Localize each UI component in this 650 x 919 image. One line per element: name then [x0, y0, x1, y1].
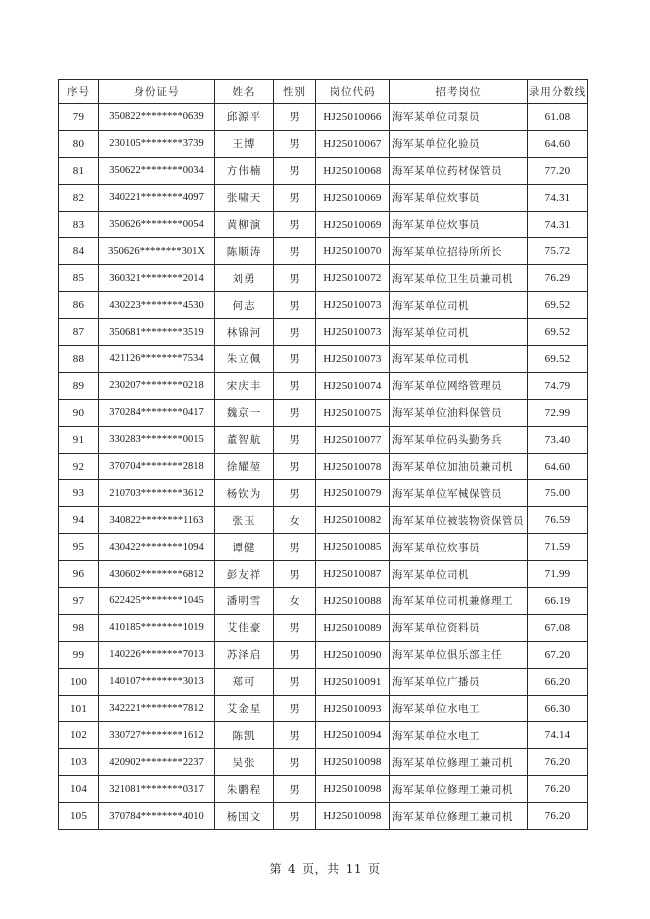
cell-position-code: HJ25010085: [316, 534, 390, 561]
cell-position-code: HJ25010067: [316, 130, 390, 157]
cell-score-line: 75.00: [528, 480, 588, 507]
cell-gender: 男: [274, 104, 316, 131]
cell-position-code: HJ25010073: [316, 346, 390, 373]
cell-position-code: HJ25010068: [316, 157, 390, 184]
cell-score-line: 67.08: [528, 614, 588, 641]
cell-score-line: 72.99: [528, 399, 588, 426]
cell-position-code: HJ25010074: [316, 372, 390, 399]
cell-gender: 男: [274, 211, 316, 238]
cell-name: 潘明雪: [215, 588, 274, 615]
cell-position: 海军某单位化验员: [390, 130, 528, 157]
cell-name: 张啸天: [215, 184, 274, 211]
cell-serial-number: 84: [59, 238, 99, 265]
table-row: [59, 426, 588, 453]
cell-gender: 男: [274, 803, 316, 830]
cell-name: 董智航: [215, 426, 274, 453]
cell-gender: 男: [274, 399, 316, 426]
cell-position: 海军某单位俱乐部主任: [390, 641, 528, 668]
cell-name: 陈顺涛: [215, 238, 274, 265]
cell-gender: 男: [274, 453, 316, 480]
cell-score-line: 61.08: [528, 104, 588, 131]
cell-position-code: HJ25010098: [316, 749, 390, 776]
cell-serial-number: 104: [59, 776, 99, 803]
cell-position-code: HJ25010075: [316, 399, 390, 426]
cell-gender: 男: [274, 265, 316, 292]
table-row: [59, 749, 588, 776]
cell-serial-number: 83: [59, 211, 99, 238]
cell-id-number: 230207********0218: [99, 372, 215, 399]
cell-name: 方伟楠: [215, 157, 274, 184]
cell-serial-number: 82: [59, 184, 99, 211]
cell-score-line: 67.20: [528, 641, 588, 668]
cell-position-code: HJ25010098: [316, 803, 390, 830]
cell-score-line: 64.60: [528, 130, 588, 157]
cell-serial-number: 94: [59, 507, 99, 534]
table-row: [59, 561, 588, 588]
cell-position: 海军某单位司泵员: [390, 104, 528, 131]
cell-name: 杨钦为: [215, 480, 274, 507]
cell-serial-number: 99: [59, 641, 99, 668]
cell-serial-number: 93: [59, 480, 99, 507]
cell-serial-number: 95: [59, 534, 99, 561]
header-position: 招考岗位: [390, 80, 528, 104]
cell-gender: 男: [274, 426, 316, 453]
cell-name: 宋庆丰: [215, 372, 274, 399]
cell-position-code: HJ25010087: [316, 561, 390, 588]
table-header-row: [59, 80, 588, 104]
cell-name: 林锦河: [215, 319, 274, 346]
header-name: 姓名: [215, 80, 274, 104]
cell-id-number: 330283********0015: [99, 426, 215, 453]
table-row: [59, 130, 588, 157]
table-row: [59, 534, 588, 561]
cell-position: 海军某单位网络管理员: [390, 372, 528, 399]
cell-position: 海军某单位码头勤务兵: [390, 426, 528, 453]
cell-position: 海军某单位广播员: [390, 668, 528, 695]
cell-score-line: 73.40: [528, 426, 588, 453]
cell-serial-number: 97: [59, 588, 99, 615]
cell-serial-number: 80: [59, 130, 99, 157]
cell-serial-number: 96: [59, 561, 99, 588]
page-indicator: [0, 860, 650, 877]
cell-serial-number: 103: [59, 749, 99, 776]
table-row: [59, 480, 588, 507]
cell-gender: 男: [274, 749, 316, 776]
table-row: [59, 184, 588, 211]
cell-position-code: HJ25010066: [316, 104, 390, 131]
cell-score-line: 64.60: [528, 453, 588, 480]
cell-score-line: 71.59: [528, 534, 588, 561]
cell-id-number: 350626********301X: [99, 238, 215, 265]
cell-position-code: HJ25010082: [316, 507, 390, 534]
page-suffix: 页: [367, 862, 381, 876]
cell-serial-number: 79: [59, 104, 99, 131]
cell-score-line: 74.79: [528, 372, 588, 399]
cell-id-number: 430422********1094: [99, 534, 215, 561]
table-row: [59, 453, 588, 480]
cell-score-line: 69.52: [528, 346, 588, 373]
cell-position-code: HJ25010094: [316, 722, 390, 749]
cell-position-code: HJ25010072: [316, 265, 390, 292]
cell-name: 吴张: [215, 749, 274, 776]
cell-position-code: HJ25010091: [316, 668, 390, 695]
cell-id-number: 360321********2014: [99, 265, 215, 292]
cell-serial-number: 100: [59, 668, 99, 695]
cell-id-number: 421126********7534: [99, 346, 215, 373]
table-row: [59, 372, 588, 399]
cell-gender: 男: [274, 561, 316, 588]
cell-name: 何志: [215, 292, 274, 319]
table-row: [59, 668, 588, 695]
cell-serial-number: 85: [59, 265, 99, 292]
cell-serial-number: 98: [59, 614, 99, 641]
cell-id-number: 430602********6812: [99, 561, 215, 588]
cell-id-number: 350681********3519: [99, 319, 215, 346]
cell-id-number: 370284********0417: [99, 399, 215, 426]
cell-gender: 男: [274, 238, 316, 265]
table-row: [59, 211, 588, 238]
cell-serial-number: 105: [59, 803, 99, 830]
cell-score-line: 77.20: [528, 157, 588, 184]
cell-name: 刘勇: [215, 265, 274, 292]
cell-serial-number: 91: [59, 426, 99, 453]
cell-id-number: 210703********3612: [99, 480, 215, 507]
cell-score-line: 71.99: [528, 561, 588, 588]
cell-id-number: 622425********1045: [99, 588, 215, 615]
table-row: [59, 614, 588, 641]
results-table-container: [58, 79, 587, 830]
total-pages: 11: [345, 862, 362, 876]
cell-id-number: 230105********3739: [99, 130, 215, 157]
cell-name: 郑可: [215, 668, 274, 695]
cell-id-number: 321081********0317: [99, 776, 215, 803]
cell-position: 海军某单位水电工: [390, 722, 528, 749]
cell-position-code: HJ25010088: [316, 588, 390, 615]
cell-id-number: 420902********2237: [99, 749, 215, 776]
cell-gender: 男: [274, 641, 316, 668]
page-prefix: 第: [269, 862, 283, 876]
cell-position-code: HJ25010098: [316, 776, 390, 803]
current-page: 4: [288, 862, 297, 876]
cell-position: 海军某单位油料保管员: [390, 399, 528, 426]
table-row: [59, 265, 588, 292]
table-row: [59, 588, 588, 615]
cell-gender: 男: [274, 668, 316, 695]
cell-id-number: 370704********2818: [99, 453, 215, 480]
cell-serial-number: 102: [59, 722, 99, 749]
cell-position: 海军某单位炊事员: [390, 211, 528, 238]
cell-score-line: 74.14: [528, 722, 588, 749]
cell-serial-number: 101: [59, 695, 99, 722]
table-row: [59, 157, 588, 184]
cell-id-number: 140107********3013: [99, 668, 215, 695]
cell-gender: 男: [274, 534, 316, 561]
cell-serial-number: 87: [59, 319, 99, 346]
cell-position: 海军某单位司机: [390, 319, 528, 346]
header-id-number: 身份证号: [99, 80, 215, 104]
cell-serial-number: 90: [59, 399, 99, 426]
cell-name: 朱立佩: [215, 346, 274, 373]
cell-id-number: 342221********7812: [99, 695, 215, 722]
table-row: [59, 722, 588, 749]
cell-score-line: 76.20: [528, 776, 588, 803]
cell-position-code: HJ25010070: [316, 238, 390, 265]
header-score-line: 录用分数线: [528, 80, 588, 104]
cell-id-number: 350822********0639: [99, 104, 215, 131]
cell-gender: 男: [274, 184, 316, 211]
cell-position-code: HJ25010069: [316, 184, 390, 211]
cell-gender: 女: [274, 588, 316, 615]
cell-position-code: HJ25010077: [316, 426, 390, 453]
cell-score-line: 66.30: [528, 695, 588, 722]
cell-serial-number: 92: [59, 453, 99, 480]
cell-gender: 男: [274, 480, 316, 507]
cell-score-line: 74.31: [528, 184, 588, 211]
cell-position: 海军某单位炊事员: [390, 534, 528, 561]
cell-score-line: 74.31: [528, 211, 588, 238]
table-row: [59, 641, 588, 668]
cell-name: 王博: [215, 130, 274, 157]
cell-serial-number: 86: [59, 292, 99, 319]
table-row: [59, 507, 588, 534]
cell-score-line: 69.52: [528, 319, 588, 346]
cell-position: 海军某单位司机: [390, 292, 528, 319]
cell-id-number: 350626********0054: [99, 211, 215, 238]
cell-gender: 男: [274, 372, 316, 399]
table-body: [59, 104, 588, 830]
cell-score-line: 76.20: [528, 749, 588, 776]
cell-position: 海军某单位军械保管员: [390, 480, 528, 507]
cell-name: 邱源平: [215, 104, 274, 131]
cell-name: 艾金星: [215, 695, 274, 722]
cell-gender: 男: [274, 346, 316, 373]
table-row: [59, 319, 588, 346]
cell-id-number: 340221********4097: [99, 184, 215, 211]
cell-name: 魏京一: [215, 399, 274, 426]
cell-gender: 女: [274, 507, 316, 534]
cell-position: 海军某单位司机兼修理工: [390, 588, 528, 615]
cell-name: 黄柳演: [215, 211, 274, 238]
cell-gender: 男: [274, 776, 316, 803]
cell-position: 海军某单位水电工: [390, 695, 528, 722]
cell-score-line: 76.20: [528, 803, 588, 830]
cell-id-number: 140226********7013: [99, 641, 215, 668]
cell-name: 杨国文: [215, 803, 274, 830]
cell-position-code: HJ25010089: [316, 614, 390, 641]
cell-name: 朱鹏程: [215, 776, 274, 803]
cell-serial-number: 89: [59, 372, 99, 399]
table-row: [59, 695, 588, 722]
cell-score-line: 75.72: [528, 238, 588, 265]
cell-name: 张玉: [215, 507, 274, 534]
cell-id-number: 350622********0034: [99, 157, 215, 184]
table-row: [59, 803, 588, 830]
cell-position: 海军某单位招待所所长: [390, 238, 528, 265]
cell-position-code: HJ25010093: [316, 695, 390, 722]
table-row: [59, 399, 588, 426]
header-gender: 性别: [274, 80, 316, 104]
cell-gender: 男: [274, 614, 316, 641]
cell-position: 海军某单位司机: [390, 561, 528, 588]
cell-position: 海军某单位资料员: [390, 614, 528, 641]
cell-position: 海军某单位修理工兼司机: [390, 803, 528, 830]
cell-gender: 男: [274, 319, 316, 346]
cell-serial-number: 81: [59, 157, 99, 184]
cell-position: 海军某单位加油员兼司机: [390, 453, 528, 480]
cell-id-number: 330727********1612: [99, 722, 215, 749]
table-row: [59, 346, 588, 373]
cell-position: 海军某单位修理工兼司机: [390, 776, 528, 803]
cell-name: 苏泽启: [215, 641, 274, 668]
cell-position-code: HJ25010079: [316, 480, 390, 507]
cell-name: 艾佳豪: [215, 614, 274, 641]
header-position-code: 岗位代码: [316, 80, 390, 104]
cell-position: 海军某单位被装物资保管员: [390, 507, 528, 534]
cell-gender: 男: [274, 722, 316, 749]
cell-position-code: HJ25010073: [316, 319, 390, 346]
cell-serial-number: 88: [59, 346, 99, 373]
cell-position: 海军某单位卫生员兼司机: [390, 265, 528, 292]
cell-position: 海军某单位炊事员: [390, 184, 528, 211]
table-row: [59, 104, 588, 131]
cell-id-number: 410185********1019: [99, 614, 215, 641]
cell-position: 海军某单位修理工兼司机: [390, 749, 528, 776]
cell-id-number: 340822********1163: [99, 507, 215, 534]
cell-position-code: HJ25010090: [316, 641, 390, 668]
cell-position: 海军某单位药材保管员: [390, 157, 528, 184]
cell-name: 徐耀堃: [215, 453, 274, 480]
cell-gender: 男: [274, 157, 316, 184]
table-row: [59, 238, 588, 265]
cell-score-line: 69.52: [528, 292, 588, 319]
cell-name: 谭健: [215, 534, 274, 561]
cell-score-line: 66.19: [528, 588, 588, 615]
table-row: [59, 776, 588, 803]
cell-position-code: HJ25010073: [316, 292, 390, 319]
page-mid: 页，共: [302, 862, 340, 876]
cell-id-number: 370784********4010: [99, 803, 215, 830]
results-table: [58, 79, 588, 830]
cell-position-code: HJ25010078: [316, 453, 390, 480]
cell-score-line: 76.59: [528, 507, 588, 534]
cell-gender: 男: [274, 130, 316, 157]
cell-score-line: 76.29: [528, 265, 588, 292]
cell-id-number: 430223********4530: [99, 292, 215, 319]
header-serial-number: 序号: [59, 80, 99, 104]
cell-position: 海军某单位司机: [390, 346, 528, 373]
cell-name: 彭友祥: [215, 561, 274, 588]
table-row: [59, 292, 588, 319]
cell-name: 陈凯: [215, 722, 274, 749]
cell-gender: 男: [274, 695, 316, 722]
cell-position-code: HJ25010069: [316, 211, 390, 238]
cell-gender: 男: [274, 292, 316, 319]
cell-score-line: 66.20: [528, 668, 588, 695]
